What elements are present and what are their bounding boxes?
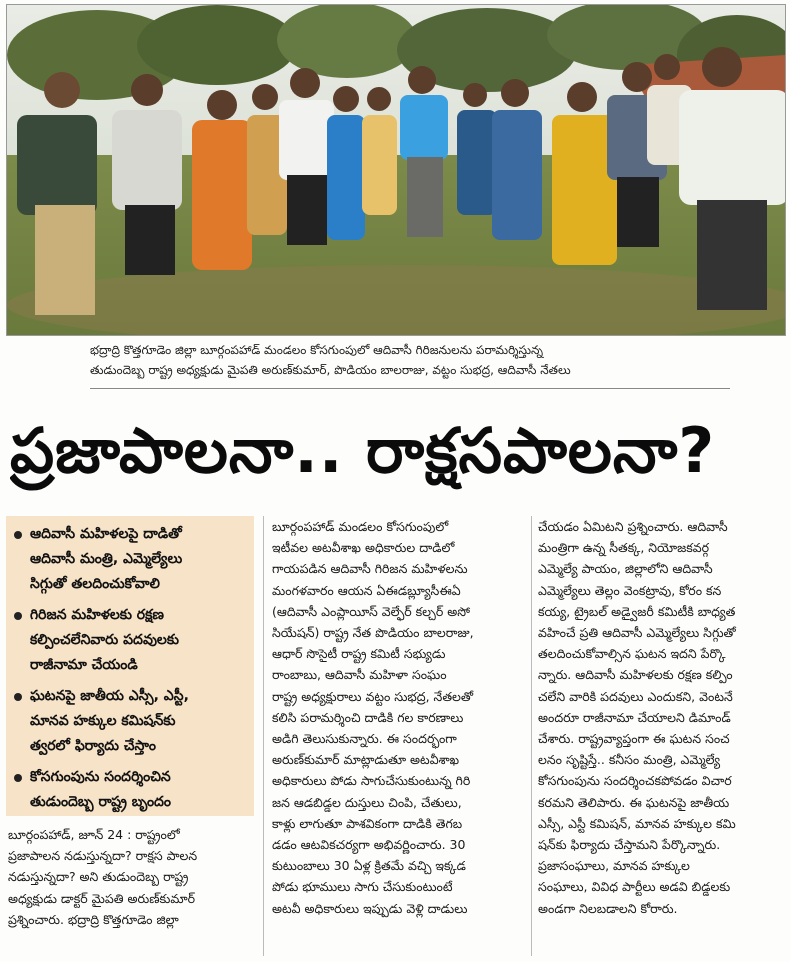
highlight-line: త్వరలో ఫిర్యాదు చేస్తాం: [30, 738, 156, 754]
highlight-line: ఆదివాసీ మంత్రి, ఎమ్మెల్యేలు: [30, 551, 183, 567]
body-line: అధ్యక్షుడు డాక్టర్ మైపతి అరుణ్‌కుమార్: [8, 890, 196, 906]
body-line: రాష్ట్ర అధ్యక్షురాలు వట్టం సుభద్ర, నేతలతో: [272, 688, 474, 704]
highlight-line: తుడుందెబ్బ రాష్ట్ర బృందం: [30, 794, 172, 810]
body-line: బూర్గంపహాడ్, జూన్ 24 : రాష్ట్రంలో: [8, 827, 180, 842]
highlight-item: [14, 603, 248, 678]
group-photo-icon: [7, 5, 785, 335]
body-line: కయ్య, ట్రైబల్ అడ్వైజరీ కమిటీకి బాధ్యత: [538, 603, 736, 619]
body-line: పోడు భూములు సాగు చేసుకుంటుంటే: [272, 879, 453, 895]
caption-line-1: భద్రాద్రి కొత్తగూడెం జిల్లా బూర్గంపహాడ్ మండలం కోసగుంపులో ఆదివాసీ గిరిజనులను పరామర్శిస్తున్న: [90, 343, 544, 357]
body-line: కాళ్లు లాగుతూ పాశవికంగా దాడికి తెగబ: [272, 815, 463, 831]
body-line: చలేని వారికి పదవులు ఎందుకని, వెంటనే: [538, 688, 733, 704]
news-photo: [6, 4, 786, 336]
headline: ప్రజాపాలనా.. రాక్షసపాలనా?: [10, 414, 716, 487]
body-line: వహించే ప్రతి ఆదివాసీ ఎమ్మెల్యేలు సిగ్గుతో: [538, 625, 736, 641]
highlight-line: కల్పించలేనివారు పదవులకు: [30, 632, 179, 648]
body-line: న్నారు. ఆదివాసీ మహిళలకు రక్షణ కల్పిం: [538, 667, 733, 683]
body-line: ఇటీవల అటవీశాఖ అధికారుల దాడిలో: [272, 540, 455, 556]
body-line: కోసగుంపును సందర్శించకపోవడం విచార: [538, 773, 732, 789]
body-line: నడుస్తున్నదా? అని తుడుందెబ్బ రాష్ట్ర: [8, 869, 189, 885]
body-line: మంత్రిగా ఉన్న సీతక్క, నియోజకవర్గ: [538, 540, 710, 556]
body-line: ఆధార్ సొసైటీ రాష్ట్ర కమిటీ సభ్యుడు: [272, 646, 446, 662]
body-line: ప్రజాపాలన నడుస్తున్నదా? రాక్షస పాలన: [8, 848, 198, 864]
highlight-line: కోసగుంపును సందర్శించిన: [30, 769, 171, 785]
body-line: కలిసి పరామర్శించి దాడికి గల కారణాలు: [272, 709, 464, 725]
article-column-3: [538, 516, 784, 919]
body-line: ఎమ్మెల్యేలు తెల్లం వెంకట్రావు, కోరం కన: [538, 582, 722, 598]
bullet-icon: [14, 612, 22, 620]
body-line: రాంబాబు, ఆదివాసీ మహిళా సంఘం: [272, 667, 447, 683]
body-line: అటవీ అధికారులు ఇప్పుడు వెళ్లి దాడులు: [272, 900, 468, 916]
column-divider: [531, 516, 532, 956]
bullet-icon: [14, 693, 22, 701]
body-line: మంగళవారం ఆయన ఏఈడబ్ల్యూసీఈఏ: [272, 582, 461, 598]
highlight-item: [14, 684, 248, 759]
body-line: షన్‌కు ఫిర్యాదు చేస్తామని పేర్కొన్నారు.: [538, 837, 721, 853]
body-line: అరుణ్‌కుమార్ మాట్లాడుతూ అటవీశాఖ: [272, 752, 460, 768]
body-line: జన ఆడబిడ్డల దుస్తులు చింపి, చేతులు,: [272, 794, 462, 810]
body-line: ఎమ్మెల్యే పాయం, జిల్లాలోని ఆదివాసీ: [538, 561, 713, 577]
body-line: అడిగి తెలుసుకున్నారు. ఈ సందర్భంగా: [272, 731, 457, 747]
body-line: అధికారులు పోడు సాగుచేసుకుంటున్న గిరి: [272, 773, 471, 789]
highlight-line: ఆదివాసీ మహిళలపై దాడితో: [30, 526, 182, 542]
body-line: సంఘాలు, వివిధ పార్టీలు అడవి బిడ్డలకు: [538, 879, 731, 895]
article-column-2: [272, 516, 524, 919]
body-line: ప్రశ్నించారు. భద్రాద్రి కొత్తగూడెం జిల్లా: [8, 911, 179, 927]
body-line: అండగా నిలబడాలని కోరారు.: [538, 900, 678, 916]
body-line: (ఆదివాసీ ఎంప్లాయీస్ వెల్ఫేర్ కల్చర్ అసో: [272, 603, 470, 619]
caption-rule: [90, 388, 730, 389]
bullet-icon: [14, 531, 22, 539]
highlight-item: [14, 522, 248, 597]
article-column-1: [8, 824, 252, 930]
body-line: లనం సృష్టిస్తే.. కనీసం మంత్రి, ఎమ్మెల్యే: [538, 752, 721, 768]
highlight-line: గిరిజన మహిళలకు రక్షణ: [30, 607, 164, 623]
highlight-line: సిగ్గుతో తలదించుకోవాలి: [30, 576, 160, 592]
body-line: చేశారు. రాష్ట్రవ్యాప్తంగా ఈ ఘటన సంచ: [538, 731, 730, 747]
body-line: కరమని తెలిపారు. ఈ ఘటనపై జాతీయ: [538, 794, 730, 810]
highlight-line: ఘటనపై జాతీయ ఎస్సీ, ఎస్టీ,: [30, 688, 189, 704]
body-line: చేయడం ఏమిటని ప్రశ్నించారు. ఆదివాసీ: [538, 519, 728, 534]
body-line: గాయపడిన ఆదివాసీ గిరిజన మహిళలను: [272, 561, 468, 577]
photo-caption: [90, 340, 730, 380]
caption-line-2: తుడుందెబ్బ రాష్ట్ర అధ్యక్షుడు మైపతి అరుణ్‌కుమార్, పొడియం బాలరాజు, వట్టం సుభద్ర, ఆదివాసీ నేతలు: [90, 363, 571, 377]
body-line: సియేషన్) రాష్ట్ర నేత పొడియం బాలరాజు,: [272, 625, 474, 641]
body-line: కుటుంబాలు 30 ఏళ్ల క్రితమే వచ్చి ఇక్కడ: [272, 858, 466, 874]
body-line: తలదించుకోవాల్సిన ఘటన ఇదని పేర్కొ: [538, 646, 726, 662]
highlight-item: [14, 765, 248, 815]
body-line: ప్రజాసంఘాలు, మానవ హక్కుల: [538, 858, 690, 874]
column-divider: [263, 516, 264, 956]
highlights-box: [6, 516, 254, 816]
body-line: డడం ఆటవికచర్యగా అభివర్ణించారు. 30: [272, 837, 466, 853]
body-line: ఎస్సీ, ఎస్టీ కమిషన్, మానవ హక్కుల కమి: [538, 815, 736, 831]
bullet-icon: [14, 774, 22, 782]
highlight-line: రాజీనామా చేయండి: [30, 657, 138, 673]
body-line: బూర్గంపహాడ్ మండలం కోసగుంపులో: [272, 519, 449, 534]
body-line: అందరూ రాజీనామా చేయాలని డిమాండ్: [538, 709, 731, 725]
highlight-line: మానవ హక్కుల కమిషన్‌కు: [30, 713, 176, 729]
